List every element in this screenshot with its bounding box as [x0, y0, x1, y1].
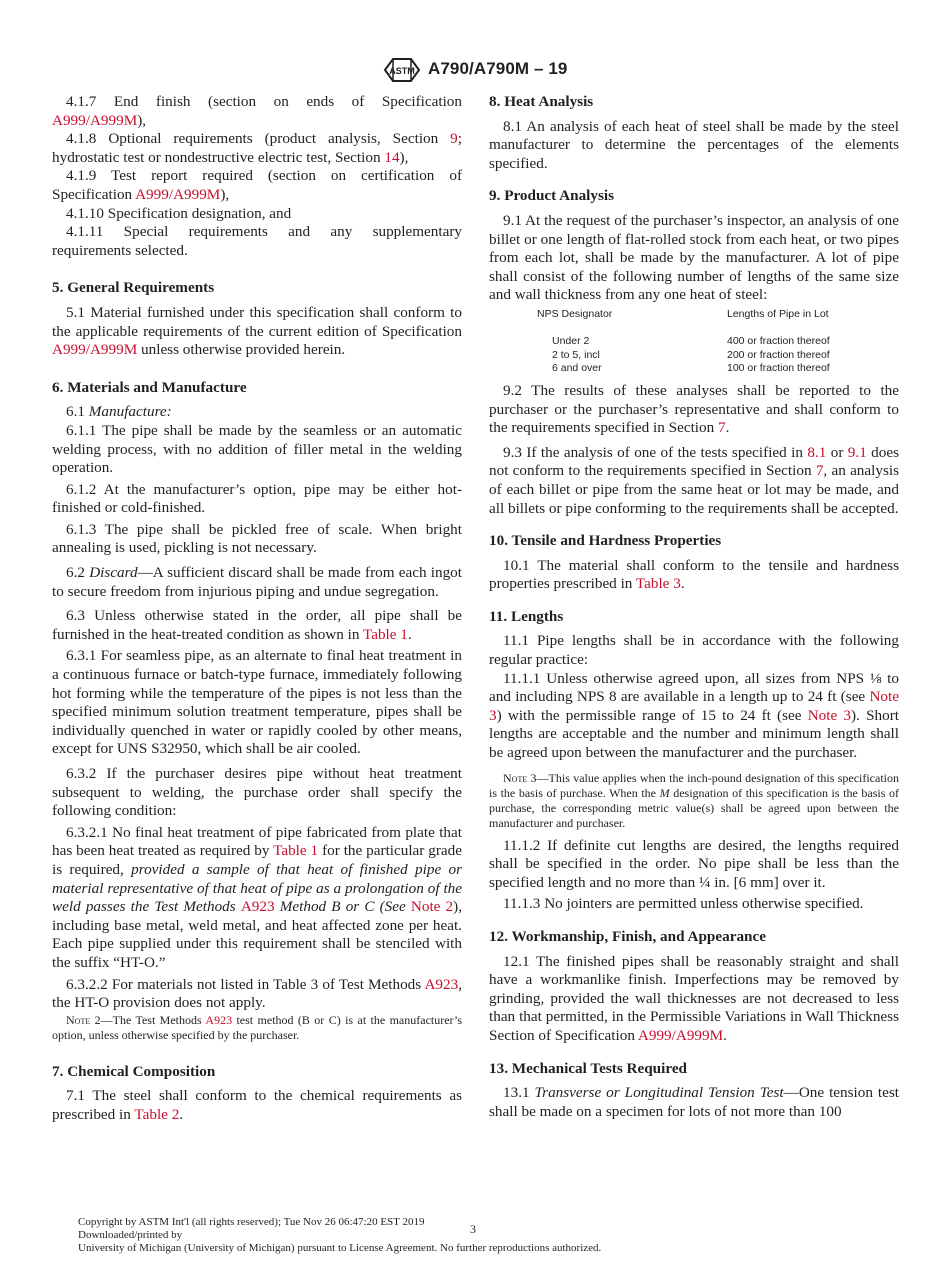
para-6-1-1: 6.1.1 The pipe shall be made by the seamless or an automatic welding process, with no addition of filler metal in the welding operation.: [52, 421, 462, 477]
link-note-3[interactable]: Note 3: [489, 688, 899, 724]
table-cell: 2 to 5, incl: [552, 348, 600, 361]
link-section-14[interactable]: 14: [384, 148, 400, 166]
note-2: Note 2—The Test Methods A923 test method (B or C) is at the manufacturer’s option, unless otherwise specified by the purchaser.: [52, 1012, 463, 1042]
link-a923[interactable]: A923: [205, 1012, 233, 1027]
link-section-7[interactable]: 7: [815, 462, 824, 480]
right-column: [489, 93, 899, 1121]
link-table-1[interactable]: Table 1: [273, 842, 319, 860]
para-6-3-2-1: 6.3.2.1 No final heat treatment of pipe fabricated from plate that has been heat treated as required by Table 1 for the particular grade is required, provided a sample of that heat of finished pipe or material representative of that heat of pipe as a prolongation of the weld passes the Test Methods A923 Method B or C (See Note 2), including base metal, weld metal, and heat affected zone per heat. Each pipe supplied under this requirement shall be stenciled with the suffix “HT-O.”: [52, 823, 463, 971]
copyright-footer: [78, 1216, 601, 1256]
para-6-3-1: 6.3.1 For seamless pipe, as an alternate to final heat treatment in a continuous furnace or batch-type furnace, immediately following hot forming while the temperature of the pipes is not less than the specified minimum solution treatment temperature, pipes shall be individually quenched in water or rapidly cooled by other means, except for UNS S32950, which shall be air cooled.: [52, 647, 462, 758]
para-11-1-2: 11.1.2 If definite cut lengths are desired, the lengths required shall be specified in the order. No pipe shall be less than the specified length and no more than ¼ in. [6 mm] over it.: [489, 836, 899, 891]
heading-10: 10. Tensile and Hardness Properties: [489, 532, 722, 550]
heading-7: 7. Chemical Composition: [52, 1062, 216, 1080]
table-cell: 400 or fraction thereof: [727, 335, 830, 348]
link-a999[interactable]: A999/A999M: [637, 1026, 724, 1044]
table-row: [537, 349, 830, 363]
link-table-1[interactable]: Table 1: [363, 625, 408, 643]
para-4-1-8: 4.1.8 Optional requirements (product analysis, Section 9; hydrostatic test or nondestructive electric test, Section 14),: [52, 130, 462, 166]
footer-copyright: Copyright by ASTM Int'l (all rights reserved); Tue Nov 26 06:47:20 EST 2019: [78, 1216, 425, 1228]
para-7-1: 7.1 The steel shall conform to the chemical requirements as prescribed in Table 2.: [52, 1087, 462, 1123]
para-11-1-3: 11.1.3 No jointers are permitted unless otherwise specified.: [503, 895, 864, 913]
lot-size-table: [537, 308, 830, 376]
link-a999[interactable]: A999/A999M: [135, 185, 221, 203]
para-13-1: 13.1 Transverse or Longitudinal Tension Test—One tension test shall be made on a specimen for lots of not more than 100: [489, 1084, 900, 1120]
heading-6: 6. Materials and Manufacture: [52, 378, 247, 396]
para-4-1-7: 4.1.7 End finish (section on ends of Specification A999/A999M),: [52, 93, 462, 129]
para-9-1: 9.1 At the request of the purchaser’s inspector, an analysis of one billet or one length of flat-rolled stock from each heat, or two pipes from each lot, shall be made by the manufacturer. A lot of pipe shall consist of the following number of lengths of the same size and wall thickness from any one heat of steel:: [489, 211, 899, 304]
para-4-1-11: 4.1.11 Special requirements and any supplementary requirements selected.: [52, 223, 462, 259]
table-header: Lengths of Pipe in Lot: [727, 307, 829, 320]
link-note-2[interactable]: Note 2: [410, 898, 454, 916]
table-row: [537, 335, 830, 349]
heading-13: 13. Mechanical Tests Required: [489, 1059, 688, 1077]
para-10-1: 10.1 The material shall conform to the tensile and hardness properties prescribed in Table 3.: [489, 556, 899, 593]
link-a923[interactable]: A923: [424, 975, 459, 993]
link-section-7[interactable]: 7: [718, 419, 726, 437]
table-header-row: [537, 308, 830, 322]
standard-designation: A790/A790M – 19: [428, 59, 568, 78]
heading-11: 11. Lengths: [489, 607, 564, 625]
para-6-2: 6.2 Discard—A sufficient discard shall be made from each ingot to secure freedom from injurious piping and undue segregation.: [52, 564, 462, 600]
page-header: [0, 56, 950, 84]
astm-logo: [381, 56, 423, 84]
table-row: [537, 362, 830, 376]
heading-12: 12. Workmanship, Finish, and Appearance: [489, 928, 766, 945]
left-column: [52, 93, 462, 1125]
para-6-3-2-2: 6.3.2.2 For materials not listed in Table 3 of Test Methods A923, the HT-O provision does not apply.: [52, 975, 462, 1012]
page-number: 3: [470, 1222, 476, 1236]
heading-5: 5. General Requirements: [52, 279, 215, 297]
table-header: NPS Designator: [537, 307, 613, 320]
table-cell: Under 2: [552, 335, 590, 348]
link-table-3[interactable]: Table 3: [635, 575, 681, 593]
footer-downloaded: Downloaded/printed by: [78, 1229, 183, 1242]
table-cell: 100 or fraction thereof: [727, 362, 830, 375]
link-a923[interactable]: A923: [240, 898, 275, 916]
para-12-1: 12.1 The finished pipes shall be reasonably straight and shall have a workmanlike finish. Imperfections may be removed by grinding, provided the wall thicknesses are not decreased to less than that permitted, in the Permissible Variations in Wall Thickness Section of Specification A999/A999M.: [489, 952, 899, 1044]
svg-text:ASTM: ASTM: [389, 66, 415, 76]
heading-9: 9. Product Analysis: [489, 187, 615, 205]
link-a999[interactable]: A999/A999M: [52, 111, 138, 129]
para-8-1: 8.1 An analysis of each heat of steel shall be made by the steel manufacturer to determine the percentages of the elements specified.: [489, 117, 899, 172]
link-8-1[interactable]: 8.1: [807, 443, 827, 461]
para-9-2: 9.2 The results of these analyses shall be reported to the purchaser or the purchaser’s representative and shall conform to the requirements specified in Section 7.: [489, 381, 899, 437]
link-section-9[interactable]: 9: [450, 130, 458, 148]
para-4-1-9: 4.1.9 Test report required (section on certification of Specification A999/A999M),: [52, 167, 462, 203]
para-6-1: 6.1 Manufacture:: [66, 403, 172, 421]
para-11-1-1: 11.1.1 Unless otherwise agreed upon, all sizes from NPS ⅛ to and including NPS 8 are available in a length up to 24 ft (see Note 3) with the permissible range of 15 to 24 ft (see Note 3). Short lengths are acceptable and the number and minimum length shall be agreed upon between the manufacturer and the purchaser.: [489, 669, 899, 762]
link-9-1[interactable]: 9.1: [847, 443, 867, 461]
para-6-3: 6.3 Unless otherwise stated in the order, all pipe shall be furnished in the heat-treated condition as shown in Table 1.: [52, 607, 462, 643]
link-note-3[interactable]: Note 3: [807, 706, 852, 724]
link-table-2[interactable]: Table 2: [134, 1105, 180, 1123]
para-6-1-3: 6.1.3 The pipe shall be pickled free of scale. When bright annealing is used, pickling is not necessary.: [52, 520, 462, 557]
table-cell: 6 and over: [552, 362, 602, 375]
para-4-1-10: 4.1.10 Specification designation, and: [66, 204, 292, 222]
note-3: Note 3—This value applies when the inch-pound designation of this specification is the basis of purchase. When the M designation of this specification is the basis of purchase, the corresponding metric value(s) shall be agreed upon between the manufacturer and purchaser.: [489, 770, 900, 830]
para-11-1: 11.1 Pipe lengths shall be in accordance with the following regular practice:: [489, 632, 899, 669]
para-9-3: 9.3 If the analysis of one of the tests specified in 8.1 or 9.1 does not conform to the requirements specified in Section 7, an analysis of each billet or pipe from the same heat or lot may be made, and all billets or pipe conforming to the requirements shall be accepted.: [489, 443, 900, 517]
para-6-1-2: 6.1.2 At the manufacturer’s option, pipe may be either hot-finished or cold-finished.: [52, 480, 462, 517]
heading-8: 8. Heat Analysis: [489, 93, 594, 110]
table-cell: 200 or fraction thereof: [727, 348, 830, 361]
link-a999[interactable]: A999/A999M: [52, 341, 138, 359]
para-6-3-2: 6.3.2 If the purchaser desires pipe without heat treatment subsequent to welding, the purchase order shall specify the following condition:: [52, 765, 462, 820]
para-5-1: 5.1 Material furnished under this specification shall conform to the applicable requirements of the current edition of Specification A999/A999M unless otherwise provided herein.: [52, 303, 462, 359]
footer-license: University of Michigan (University of Michigan) pursuant to License Agreement. No further reproductions authorized.: [78, 1242, 602, 1255]
